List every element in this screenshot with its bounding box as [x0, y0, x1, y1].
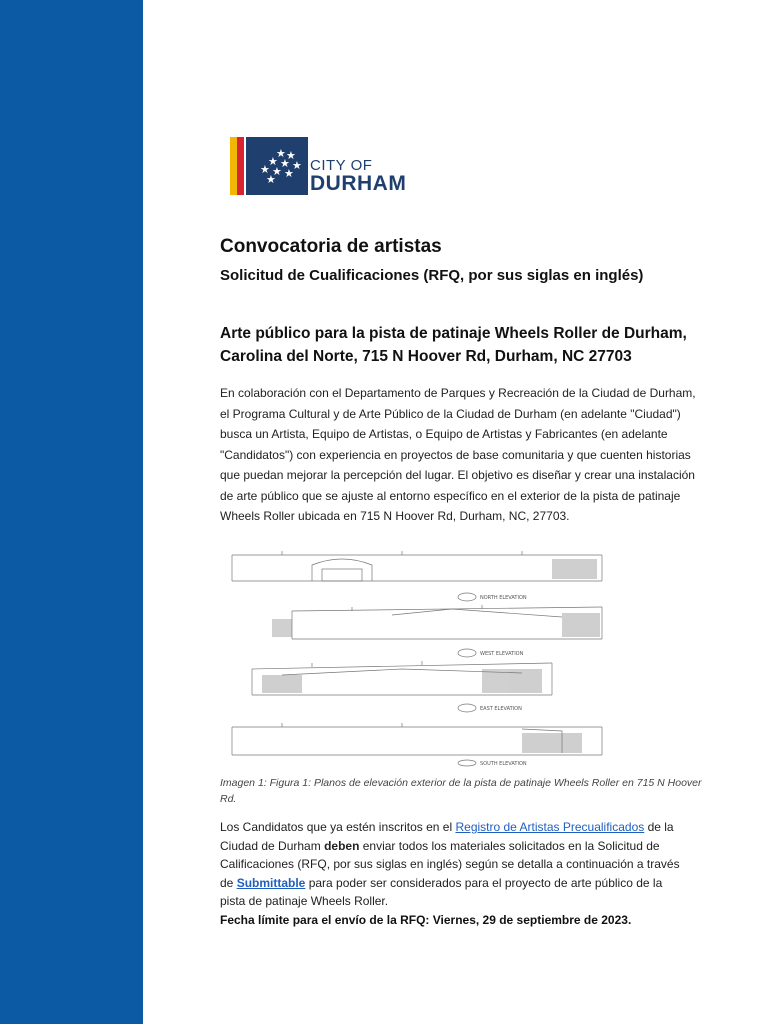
deadline-text: Fecha límite para el envío de la RFQ: Viernes, 29 de septiembre de 2023. — [220, 912, 632, 927]
body-text-1: Los Candidatos que ya estén inscritos en el — [220, 820, 456, 834]
svg-text:★: ★ — [286, 149, 296, 162]
svg-text:★: ★ — [260, 163, 270, 176]
submittable-link[interactable]: Submittable — [236, 875, 306, 890]
city-of-durham-logo — [230, 137, 430, 195]
logo-city-text: CITY OF — [310, 157, 373, 174]
intro-paragraph: En colaboración con el Departamento de Parques y Recreación de la Ciudad de Durham, el Programa Cultural y de Arte Público de la Ciudad de Durham (en adelante "Ciudad") busca un Artista, Equipo de Artistas, o Equipo de Artistas y Fabricantes (en adelante "Candidatos") con experiencia en proyectos de base comunitaria y que cuenten historias que puedan mejorar la percepción del lugar. El objetivo es diseñar y crear una instalación de arte público que se ajuste al entorno específico en el exterior de la pista de patinaje Wheels Roller ubicada en 715 N Hoover Rd, Durham, NC, 27703. — [220, 386, 696, 523]
figure-caption: Imagen 1: Figura 1: Planos de elevación exterior de la pista de patinaje Wheels Roller en 715 N Hoover Rd. — [220, 777, 702, 805]
west-elevation-label: WEST ELEVATION — [480, 651, 524, 657]
east-elevation-label: EAST ELEVATION — [480, 706, 522, 712]
logo-yellow-bar — [230, 137, 237, 195]
stars-icon — [246, 137, 308, 195]
side-band — [0, 0, 143, 1024]
body-text-3: enviar todos los materiales solicitados en la Solicitud de Calificaciones (RFQ, por sus siglas en inglés) según se detalla a continuación a través de — [220, 838, 680, 890]
svg-text:★: ★ — [266, 173, 276, 186]
logo-stars-square — [246, 137, 308, 195]
svg-text:★: ★ — [268, 155, 278, 168]
body-bold-deben: deben — [324, 838, 360, 853]
svg-text:★: ★ — [280, 157, 290, 170]
registry-link[interactable]: Registro de Artistas Precualificados — [455, 820, 645, 834]
body-text-4: para poder ser considerados para el proyecto de arte público de la pista de patinaje Wheels Roller. — [220, 875, 663, 908]
body-text-2: de la Ciudad de Durham — [220, 820, 674, 853]
submission-paragraph — [220, 818, 690, 929]
logo-red-bar — [237, 137, 244, 195]
page-title: Convocatoria de artistas — [220, 236, 442, 257]
svg-text:★: ★ — [272, 165, 282, 178]
elevation-plans-drawing — [222, 545, 632, 767]
page-subtitle: Solicitud de Cualificaciones (RFQ, por sus siglas en inglés) — [220, 267, 644, 284]
svg-text:★: ★ — [284, 167, 294, 180]
project-headline: Arte público para la pista de patinaje Wheels Roller de Durham, Carolina del Norte, 715 N Hoover Rd, Durham, NC 27703 — [220, 325, 687, 365]
svg-text:★: ★ — [292, 159, 302, 172]
svg-text:★: ★ — [276, 147, 286, 160]
logo-durham-text: DURHAM — [310, 172, 407, 195]
south-elevation-label: SOUTH ELEVATION — [480, 761, 527, 767]
north-elevation-label: NORTH ELEVATION — [480, 595, 527, 601]
